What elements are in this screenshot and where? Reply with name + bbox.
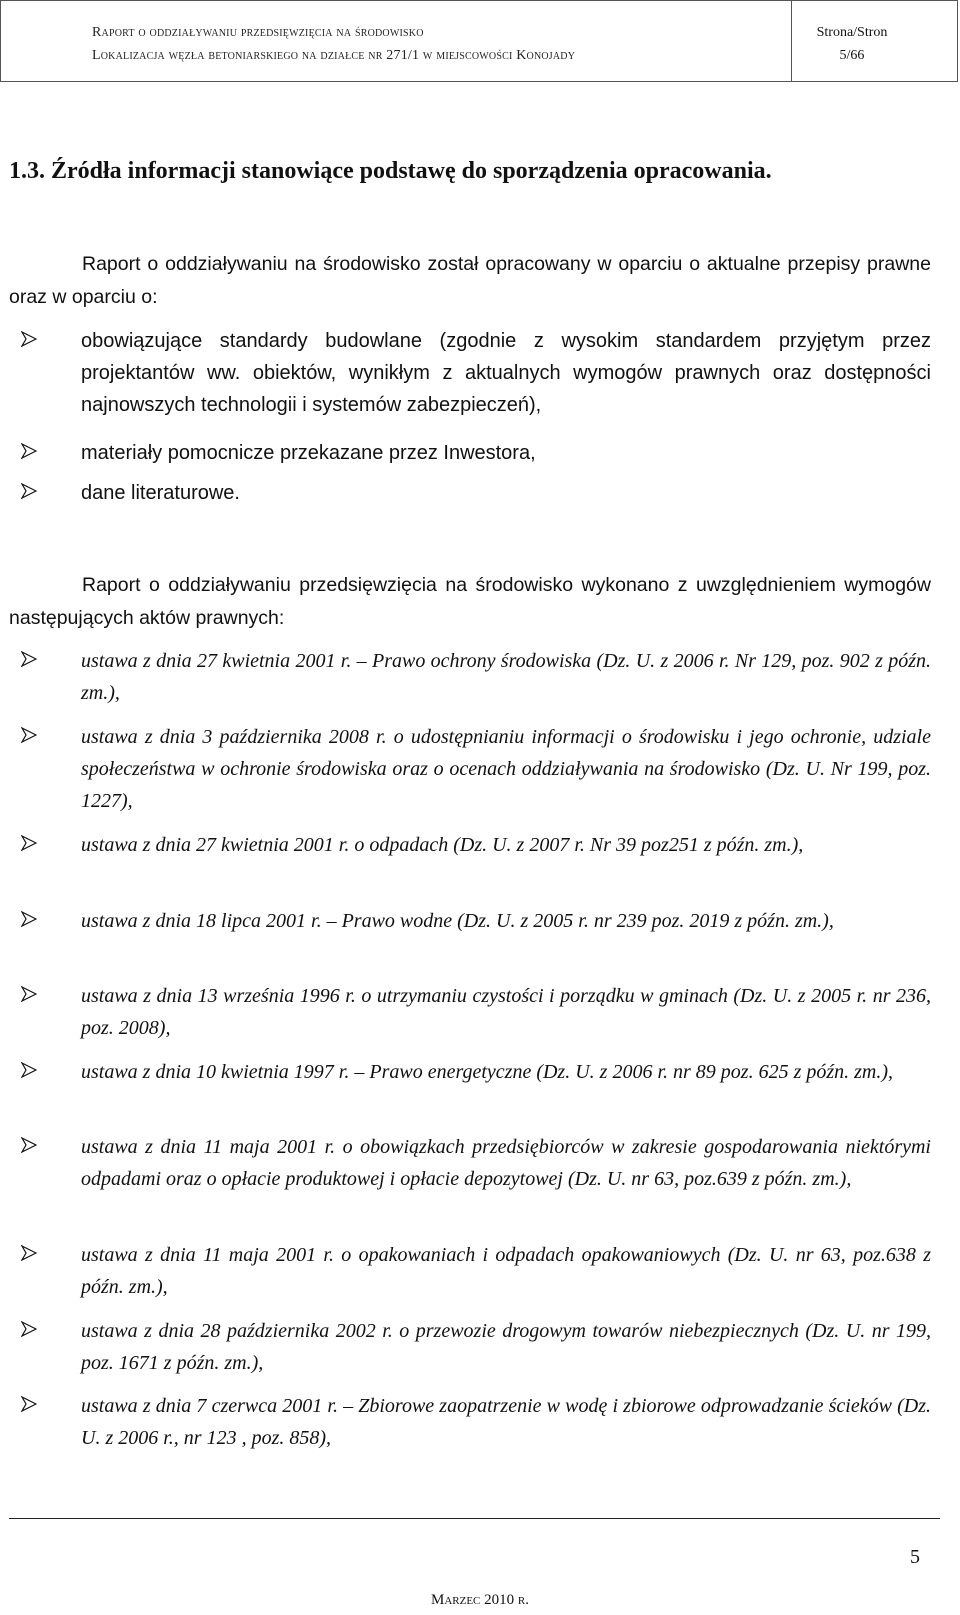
list-item: [9, 1315, 931, 1379]
section-heading: 1.3. Źródła informacji stanowiące podstawę do sporządzenia opracowania.: [9, 158, 772, 184]
header-title-line1: Raport o oddziaływaniu przedsięwzięcia na środowisko: [92, 25, 424, 40]
header-page-value: 5/66: [839, 48, 865, 63]
page-header: [0, 0, 958, 82]
list-item: [9, 1056, 931, 1088]
footer-date: Marzec 2010 r.: [431, 1592, 529, 1608]
list-item-text: ustawa z dnia 7 czerwca 2001 r. – Zbiorowe zaopatrzenie w wodę i zbiorowe odprowadzanie ścieków (Dz. U. z 2006 r., nr 123 , poz. 858),: [81, 1395, 931, 1449]
arrow-bullet-icon: [21, 443, 37, 459]
arrow-bullet-icon: [21, 1321, 37, 1337]
arrow-bullet-icon: [21, 651, 37, 667]
arrow-bullet-icon: [21, 1137, 37, 1153]
list-item-text: ustawa z dnia 11 maja 2001 r. o obowiązkach przedsiębiorców w zakresie gospodarowania niektórymi odpadami oraz o opłacie produktowej i opłacie depozytowej (Dz. U. nr 63, poz.639 z późn. zm.),: [81, 1136, 931, 1190]
list-item-text: ustawa z dnia 3 października 2008 r. o udostępnianiu informacji o środowisku i jego ochronie, udziale społeczeństwa w ochronie środowiska oraz o ocenach oddziaływania na środowisko (Dz. U. Nr 199, poz. 1227),: [81, 726, 931, 812]
list-item-text: ustawa z dnia 18 lipca 2001 r. – Prawo wodne (Dz. U. z 2005 r. nr 239 poz. 2019 z późn. zm.),: [81, 910, 834, 932]
arrow-bullet-icon: [21, 1396, 37, 1412]
arrow-bullet-icon: [21, 727, 37, 743]
list-item: [9, 721, 931, 817]
list-item-text: ustawa z dnia 11 maja 2001 r. o opakowaniach i odpadach opakowaniowych (Dz. U. nr 63, poz.638 z późn. zm.),: [81, 1244, 931, 1298]
list-item-text: ustawa z dnia 28 października 2002 r. o przewozie drogowym towarów niebezpiecznych (Dz. U. nr 199, poz. 1671 z późn. zm.),: [81, 1320, 931, 1374]
arrow-bullet-icon: [21, 835, 37, 851]
arrow-bullet-icon: [21, 986, 37, 1002]
header-title: [92, 21, 575, 67]
list-item-text: materiały pomocnicze przekazane przez Inwestora,: [81, 442, 536, 464]
list-item: [9, 437, 931, 469]
list-item: [9, 1390, 931, 1454]
header-page-label: Strona/Stron: [816, 25, 888, 40]
list-item: [9, 325, 931, 421]
list-item: [9, 1239, 931, 1303]
list-item: [9, 905, 931, 937]
arrow-bullet-icon: [21, 483, 37, 499]
list-item: [9, 980, 931, 1044]
header-page-info: [792, 21, 912, 67]
footer-rule: [9, 1518, 940, 1519]
list-item: [9, 1131, 931, 1195]
legal-intro-paragraph: [9, 569, 931, 635]
legal-intro-text: Raport o oddziaływaniu przedsięwzięcia na środowisko wykonano z uwzględnieniem wymogów następujących aktów prawnych:: [9, 574, 931, 629]
header-title-line2: Lokalizacja węzła betoniarskiego na działce nr 271/1 w miejscowości Konojady: [92, 48, 576, 63]
list-item-text: ustawa z dnia 13 września 1996 r. o utrzymaniu czystości i porządku w gminach (Dz. U. z 2005 r. nr 236, poz. 2008),: [81, 985, 931, 1039]
footer-page-number: 5: [910, 1546, 920, 1568]
list-item-text: ustawa z dnia 27 kwietnia 2001 r. o odpadach (Dz. U. z 2007 r. Nr 39 poz251 z późn. zm.),: [81, 834, 804, 856]
intro-text: Raport o oddziaływaniu na środowisko został opracowany w oparciu o aktualne przepisy prawne oraz w oparciu o:: [9, 253, 931, 308]
arrow-bullet-icon: [21, 911, 37, 927]
list-item-text: dane literaturowe.: [81, 482, 240, 504]
arrow-bullet-icon: [21, 331, 37, 347]
list-item-text: ustawa z dnia 27 kwietnia 2001 r. – Prawo ochrony środowiska (Dz. U. z 2006 r. Nr 129, poz. 902 z późn. zm.),: [81, 650, 931, 704]
list-item: [9, 645, 931, 709]
intro-paragraph: [9, 248, 931, 314]
arrow-bullet-icon: [21, 1062, 37, 1078]
arrow-bullet-icon: [21, 1245, 37, 1261]
list-item-text: ustawa z dnia 10 kwietnia 1997 r. – Prawo energetyczne (Dz. U. z 2006 r. nr 89 poz. 625 z późn. zm.),: [81, 1061, 894, 1083]
list-item: [9, 829, 931, 861]
list-item: [9, 477, 931, 509]
list-item-text: obowiązujące standardy budowlane (zgodnie z wysokim standardem przyjętym przez projektantów ww. obiektów, wynikłym z aktualnych wymogów prawnych oraz dostępności najnowszych technologii i systemów zabezpieczeń),: [81, 330, 931, 416]
